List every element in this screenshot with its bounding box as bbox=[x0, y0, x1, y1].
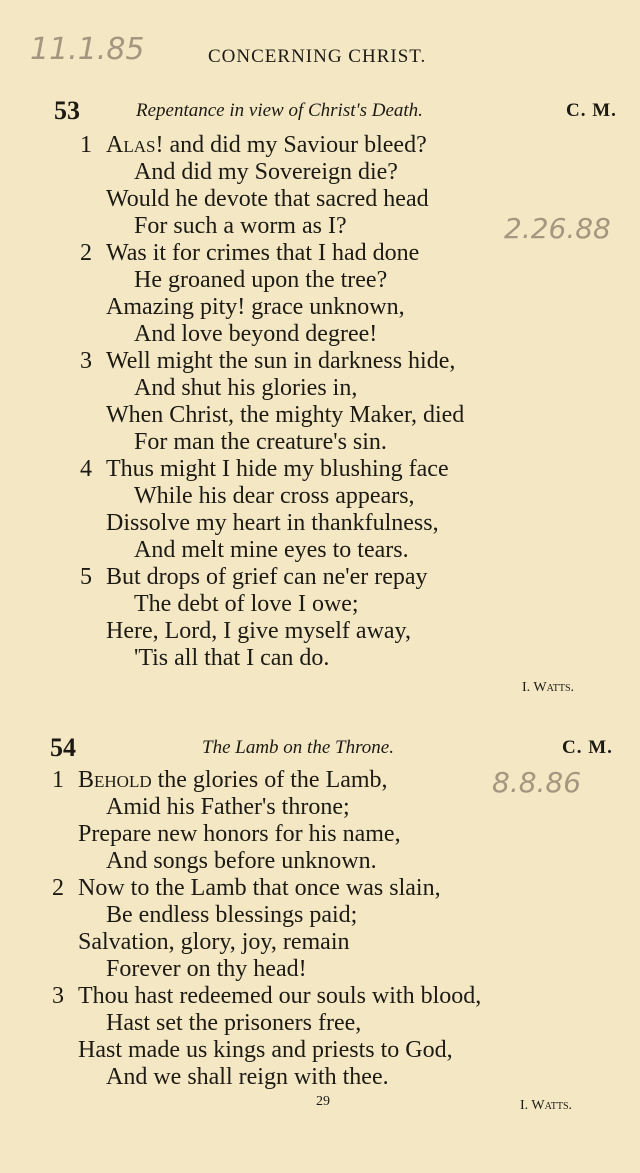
verse-line: And we shall reign with thee. bbox=[106, 1064, 389, 1090]
verse-line: The debt of love I owe; bbox=[134, 591, 359, 617]
hymn-author: I. Watts. bbox=[520, 1098, 573, 1113]
verse-line: Prepare new honors for his name, bbox=[78, 821, 401, 847]
verse-line: Forever on thy head! bbox=[106, 956, 307, 982]
hymn-title: The Lamb on the Throne. bbox=[202, 737, 394, 758]
verse-line: Hast made us kings and priests to God, bbox=[78, 1037, 453, 1063]
verse-line: 2 Was it for crimes that I had done bbox=[80, 240, 420, 266]
verse-line: And did my Sovereign die? bbox=[134, 159, 398, 185]
verse-line: Amazing pity! grace unknown, bbox=[106, 294, 405, 320]
verse-number: 4 bbox=[80, 456, 92, 482]
opening-word: Alas bbox=[106, 132, 156, 158]
verse-line: 1 Behold the glories of the Lamb, bbox=[52, 767, 388, 793]
verse-line: And melt mine eyes to tears. bbox=[134, 537, 409, 563]
verse-line: Be endless blessings paid; bbox=[106, 902, 358, 928]
hymn-title: Repentance in view of Christ's Death. bbox=[136, 100, 423, 121]
hymn-meter: C. M. bbox=[562, 737, 613, 758]
verse-number: 3 bbox=[80, 348, 92, 374]
hymn-number: 54 bbox=[50, 733, 76, 762]
verse-line: 2 Now to the Lamb that once was slain, bbox=[52, 875, 441, 901]
verse-line: 3 Well might the sun in darkness hide, bbox=[80, 348, 456, 374]
verse-line: 'Tis all that I can do. bbox=[134, 645, 330, 671]
hymn-meter: C. M. bbox=[566, 100, 617, 121]
pencil-date-hymn-54: 8.8.86 bbox=[492, 766, 582, 799]
page-number: 29 bbox=[316, 1094, 330, 1109]
pencil-date-top: 11.1.85 bbox=[30, 32, 145, 67]
verse-line: Hast set the prisoners free, bbox=[106, 1010, 362, 1036]
verse-line: And shut his glories in, bbox=[134, 375, 358, 401]
verse-number: 1 bbox=[52, 767, 64, 793]
verse-line: Would he devote that sacred head bbox=[106, 186, 429, 212]
verse-line: For such a worm as I? bbox=[134, 213, 347, 239]
hymn-number: 53 bbox=[54, 96, 80, 125]
verse-line: 4 Thus might I hide my blushing face bbox=[80, 456, 449, 482]
verse-number: 5 bbox=[80, 564, 92, 590]
verse-line: And love beyond degree! bbox=[134, 321, 378, 347]
verse-line: Here, Lord, I give myself away, bbox=[106, 618, 411, 644]
pencil-date-hymn-53: 2.26.88 bbox=[504, 212, 611, 245]
running-head: CONCERNING CHRIST. bbox=[208, 46, 427, 67]
verse-line: Amid his Father's throne; bbox=[106, 794, 350, 820]
verse-line: Salvation, glory, joy, remain bbox=[78, 929, 350, 955]
verse-line: 3 Thou hast redeemed our souls with blood, bbox=[52, 983, 482, 1009]
verse-number: 2 bbox=[80, 240, 92, 266]
verse-line: 1 Alas! and did my Saviour bleed? bbox=[80, 132, 427, 158]
verse-line: He groaned upon the tree? bbox=[134, 267, 388, 293]
opening-word: Behold bbox=[78, 767, 152, 793]
verse-number: 1 bbox=[80, 132, 92, 158]
verse-line: And songs before unknown. bbox=[106, 848, 377, 874]
verse-number: 3 bbox=[52, 983, 64, 1009]
verse-line: 5 But drops of grief can ne'er repay bbox=[80, 564, 428, 590]
verse-line: When Christ, the mighty Maker, died bbox=[106, 402, 465, 428]
verse-line: For man the creature's sin. bbox=[134, 429, 387, 455]
verse-number: 2 bbox=[52, 875, 64, 901]
verse-line: Dissolve my heart in thankfulness, bbox=[106, 510, 439, 536]
hymn-author: I. Watts. bbox=[522, 680, 575, 695]
verse-line: While his dear cross appears, bbox=[134, 483, 415, 509]
